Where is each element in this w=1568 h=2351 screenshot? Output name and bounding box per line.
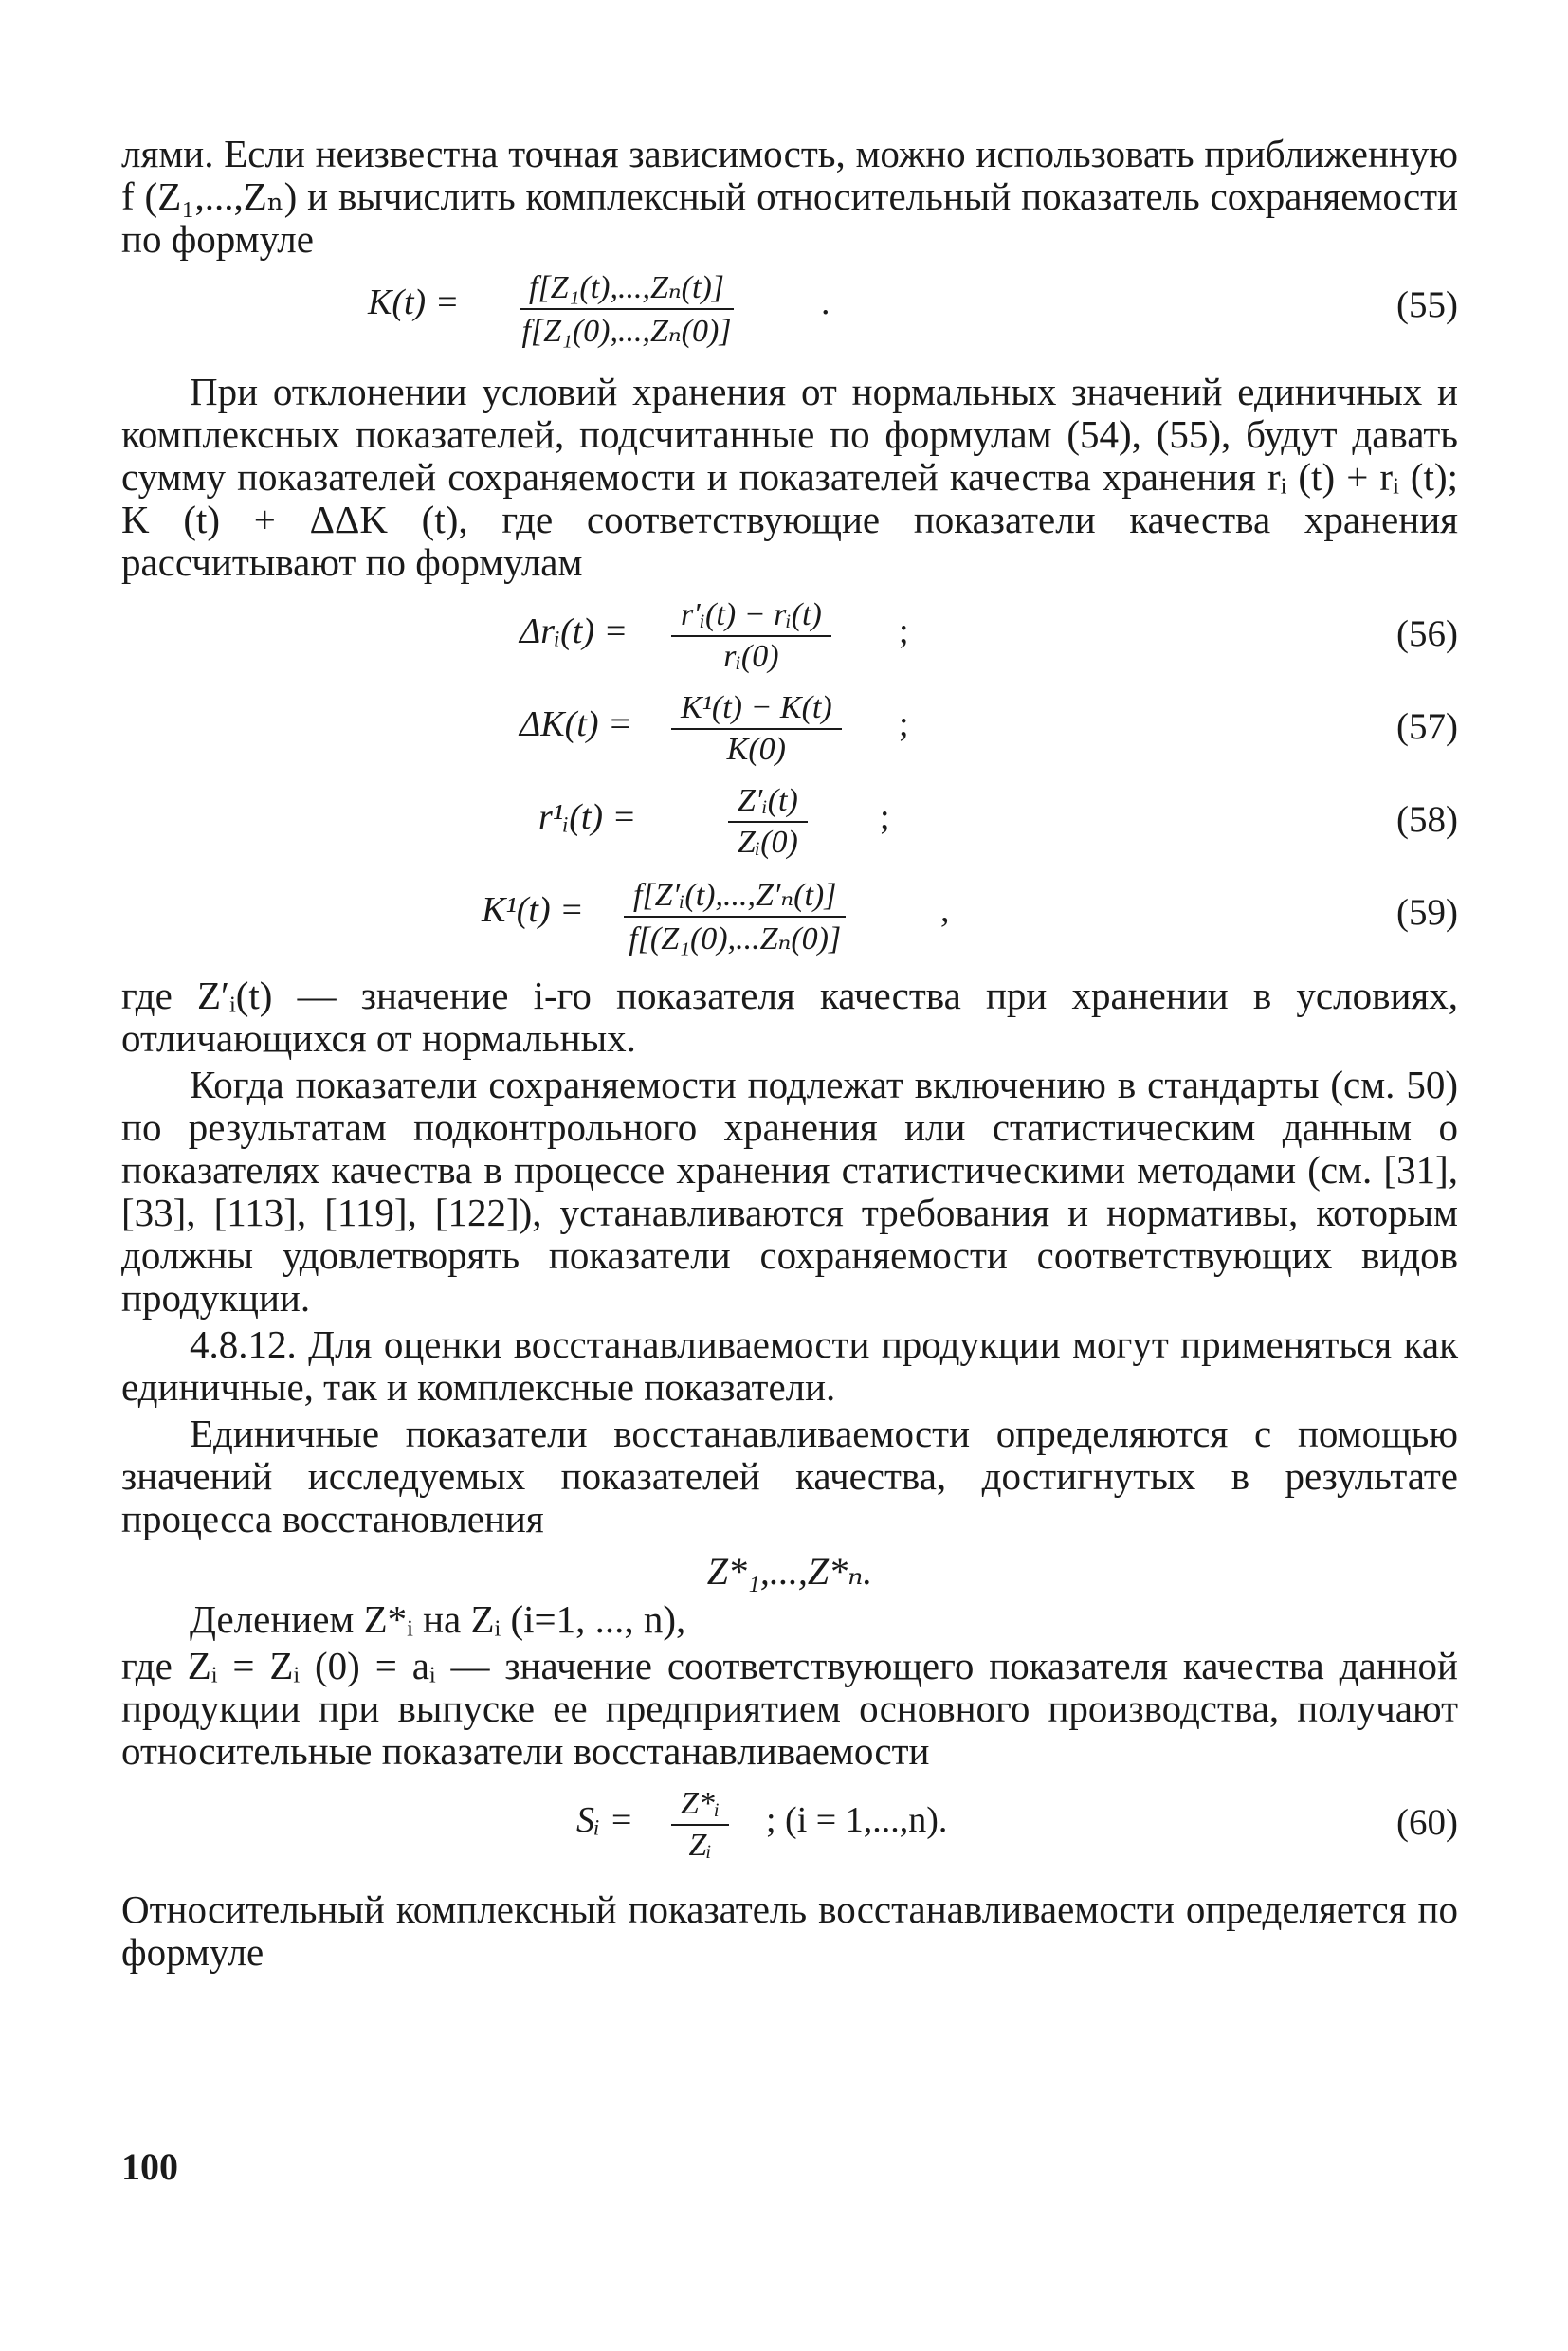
eq56-numerator: r′ᵢ(t) − rᵢ(t) <box>671 597 831 637</box>
eq56-separator: ; <box>899 611 909 651</box>
equation-56 <box>121 597 1458 690</box>
eq55-lhs: K(t) = <box>368 282 460 322</box>
eq56-number: (56) <box>1396 613 1458 654</box>
eq59-separator: , <box>940 890 950 930</box>
eq60-lhs: Sᵢ = <box>576 1800 634 1840</box>
eq58-lhs: r¹ᵢ(t) = <box>538 797 637 837</box>
paragraph-4: Когда показатели сохраняемости подлежат включению в стандарты (см. 50) по результатам подконтрольного хранения или статистическим данным о показателях качества в процессе хранения статистическими методами (см. [31], [33], [113], [119], [122]), устанавливаются требования и нормативы, которым должны удовлетворять показатели сохраняемости соответствующих видов продукции. <box>121 1063 1458 1320</box>
equation-59 <box>121 876 1458 969</box>
paragraph-7: Делением Z*ᵢ на Zᵢ (i=1, ..., n), <box>190 1597 686 1641</box>
paragraph-9: Относительный комплексный показатель восстанавливаемости определяется по формуле <box>121 1887 1458 1974</box>
eq58-denominator: Zᵢ(0) <box>737 825 798 860</box>
eq57-lhs: ΔK(t) = <box>520 704 632 744</box>
eq57-number: (57) <box>1396 706 1458 747</box>
eq55-number: (55) <box>1396 284 1458 325</box>
eq59-fraction <box>624 876 846 957</box>
eq56-denominator: rᵢ(0) <box>723 639 779 674</box>
eq58-fraction <box>728 783 808 861</box>
eq60-fraction <box>671 1786 729 1864</box>
eq57-separator: ; <box>899 704 909 744</box>
page-number: 100 <box>121 2145 178 2188</box>
paragraph-8: где Zᵢ = Zᵢ (0) = aᵢ — значение соответствующего показателя качества данной продукции при выпуске ее предприятием основного производства, получают относительные показатели восстанавливаемости <box>121 1644 1458 1773</box>
eq55-numerator: f[Z₁(t),...,Zₙ(t)] <box>520 268 734 310</box>
equation-60 <box>121 1786 1458 1879</box>
eq57-denominator: K(0) <box>726 732 786 767</box>
eq55-separator: . <box>821 282 830 322</box>
eq60-separator: ; (i = 1,...,n). <box>766 1800 948 1840</box>
paragraph-3: где Z′ᵢ(t) — значение i-го показателя качества при хранении в условиях, отличающихся от нормальных. <box>121 974 1458 1060</box>
page-body <box>121 133 1458 1974</box>
eq57-fraction <box>671 690 842 768</box>
eq59-number: (59) <box>1396 892 1458 933</box>
paragraph-1: лями. Если неизвестна точная зависимость, можно использовать приближенную f (Z₁,...,Zₙ) и вычислить комплексный относительный показатель сохраняемости по формуле <box>121 132 1458 261</box>
eq60-numerator: Z*ᵢ <box>671 1786 729 1826</box>
eq58-numerator: Z′ᵢ(t) <box>728 783 808 823</box>
eq56-fraction <box>671 597 831 675</box>
eq60-denominator: Zᵢ <box>688 1828 712 1863</box>
eq59-denominator: f[(Z₁(0),...Zₙ(0)] <box>629 921 842 957</box>
eq56-lhs: Δrᵢ(t) = <box>520 611 629 651</box>
z-star-line: Z*₁,...,Z*ₙ. <box>706 1550 873 1593</box>
equation-58 <box>121 783 1458 876</box>
paragraph-5: 4.8.12. Для оценки восстанавливаемости продукции могут применяться как единичные, так и комплексные показатели. <box>121 1322 1458 1409</box>
eq59-numerator: f[Z′ᵢ(t),...,Z′ₙ(t)] <box>624 876 846 918</box>
eq55-fraction <box>520 268 734 350</box>
eq58-number: (58) <box>1396 799 1458 840</box>
equation-57 <box>121 690 1458 783</box>
eq55-denominator: f[Z₁(0),...,Zₙ(0)] <box>521 314 732 349</box>
eq58-separator: ; <box>880 797 890 837</box>
equation-55 <box>121 268 1458 361</box>
eq57-numerator: K¹(t) − K(t) <box>671 690 842 730</box>
eq59-lhs: K¹(t) = <box>482 890 584 930</box>
paragraph-6: Единичные показатели восстанавливаемости определяются с помощью значений исследуемых показателей качества, достигнутых в результате процесса восстановления <box>121 1412 1458 1540</box>
eq60-number: (60) <box>1396 1802 1458 1843</box>
paragraph-2: При отклонении условий хранения от нормальных значений единичных и комплексных показателей, подсчитанные по формулам (54), (55), будут давать сумму показателей сохраняемости и показателей качества хранения rᵢ (t) + rᵢ (t); K (t) + ΔΔK (t), где соответствующие показатели качества хранения рассчитывают по формулам <box>121 370 1458 584</box>
